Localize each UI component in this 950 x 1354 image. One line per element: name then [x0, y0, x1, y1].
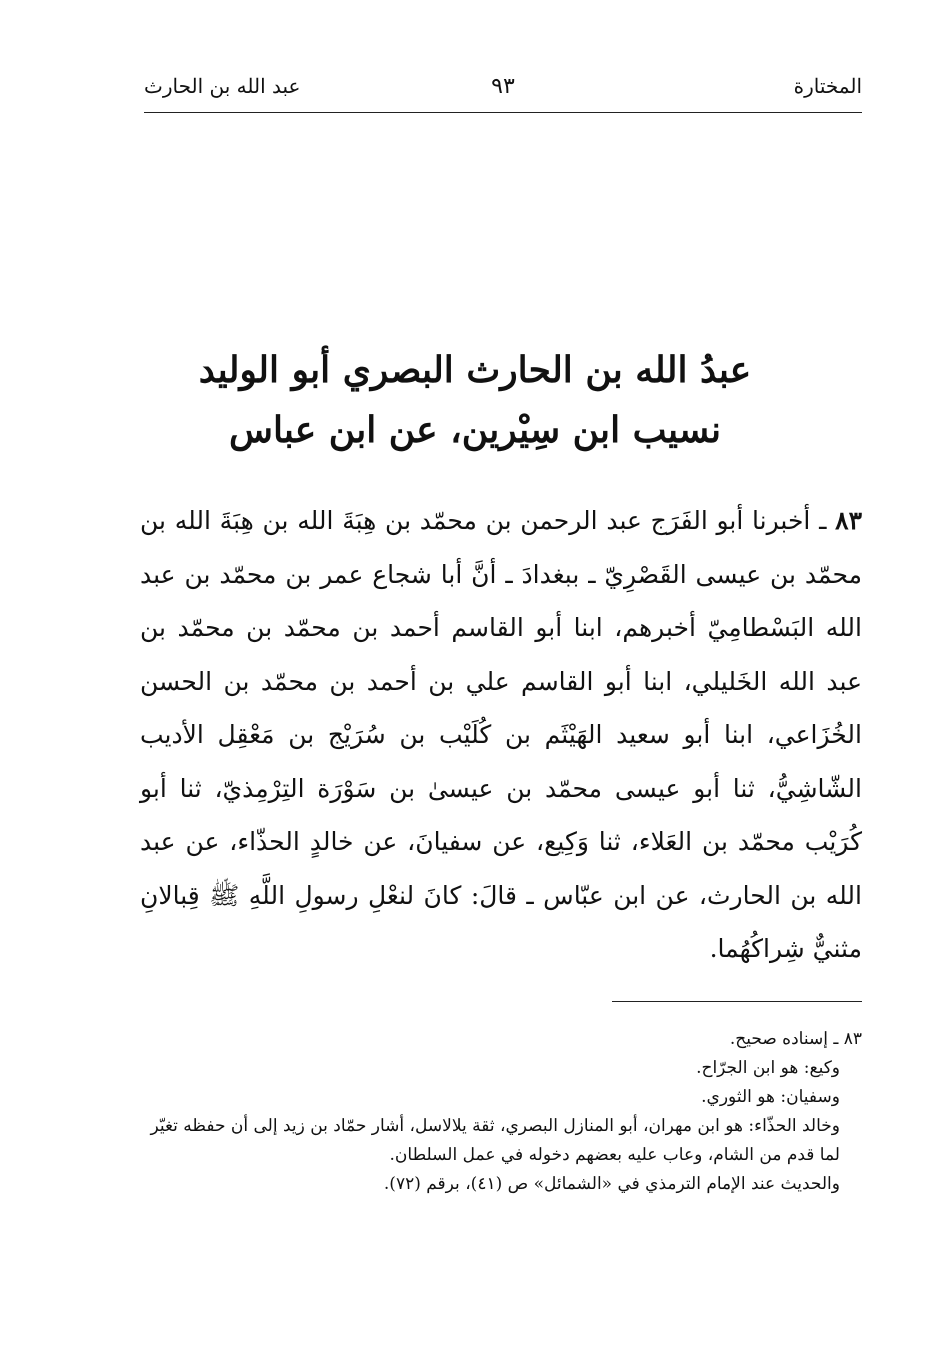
section-title: عبد الله بن الحارث: [144, 74, 301, 98]
footnote-divider: [612, 1001, 862, 1002]
book-title: المختارة: [793, 74, 862, 98]
footnote-line: والحديث عند الإمام الترمذي في «الشمائل» ص (٤١)، برقم (٧٢).: [383, 1174, 840, 1194]
footnote-line: وسفيان: هو الثوري.: [701, 1087, 840, 1107]
page-number: ٩٣: [491, 74, 515, 99]
chapter-title: [120, 340, 830, 460]
hadith-body: ـ أخبرنا أبو الفَرَج عبد الرحمن بن محمّد بن هِبَةَ الله بن هِبَةَ الله بن محمّد بن عيسى القَصْرِيّ ـ ببغدادَ ـ أنَّ أبا شجاع عمر بن محمّد بن عبد الله البَسْطامِيّ أخبرهم، ابنا أبو القاسم أحمد بن محمّد بن محمّد بن عبد الله الخَليلي، ابنا أبو القاسم علي بن أحمد بن محمّد بن الحسن الخُزَاعي، ابنا أبو سعيد الهَيْثَم بن كُلَيْب بن سُرَيْج بن مَعْقِل الأديب الشّاشِيُّ، ثنا أبو عيسى محمّد بن عيسىٰ بن سَوْرَة التِرْمِذيّ، ثنا أبو كُرَيْب محمّد بن العَلاء، ثنا وَكِيع، عن سفيانَ، عن خالدٍ الحذّاء، عن عبد الله بن الحارث، عن ابن عبّاس ـ قالَ: كانَ لنعْلِ رسولِ اللَّهِ ﷺ قِبالانِ مثنيٌّ شِراكُهُما.: [140, 506, 862, 963]
hadith-number: ٨٣: [835, 506, 862, 535]
footnote-line: وخالد الحذّاء: هو ابن مهران، أبو المنازل البصري، ثقة يلالاسل، أشار حمّاد بن زيد إلى أن حفظه تغيّر لما قدم من الشام، وعاب عليه بعضهم دخوله في عمل السلطان.: [150, 1116, 840, 1165]
header-divider: [144, 112, 862, 113]
footnote-line: ٨٣ ـ إسناده صحيح.: [729, 1029, 862, 1049]
footnotes: [140, 1025, 862, 1199]
footnote-line: وكيع: هو ابن الجرّاح.: [696, 1058, 840, 1078]
running-header: [144, 74, 862, 112]
chapter-title-line-1: عبدُ الله بن الحارث البصري أبو الوليد: [198, 349, 752, 391]
hadith-text: [140, 494, 862, 976]
chapter-title-line-2: نسيب ابن سِيْرين، عن ابن عباس: [229, 409, 721, 451]
